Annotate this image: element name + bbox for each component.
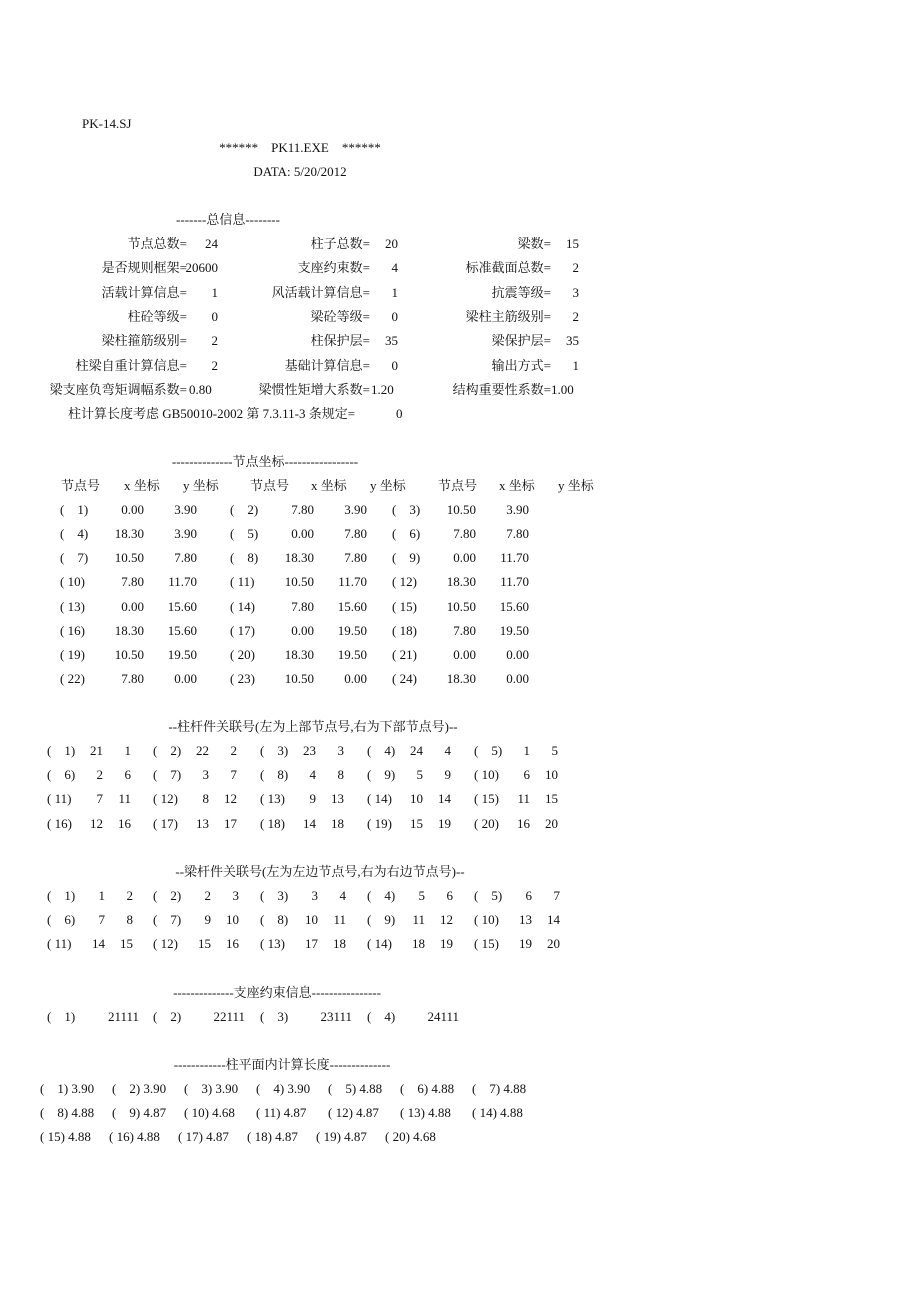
general-info-value: 2: [211, 333, 218, 348]
node-id: ( 20): [230, 647, 255, 662]
node-id: ( 9): [392, 550, 421, 565]
calc-length-entry: ( 5) 4.88: [328, 1081, 383, 1096]
node-id: ( 13): [60, 599, 85, 614]
support-id: ( 2): [153, 1009, 182, 1024]
column-top-node: 6: [523, 767, 530, 782]
node-id: ( 2): [230, 502, 259, 517]
beam-left-node: 14: [92, 936, 105, 951]
general-info-value: 1.20: [371, 382, 394, 397]
column-bottom-node: 11: [118, 791, 131, 806]
node-x: 0.00: [291, 526, 314, 541]
column-member-id: ( 19): [367, 816, 392, 831]
column-bottom-node: 14: [438, 791, 451, 806]
node-y: 0.00: [174, 671, 197, 686]
node-x: 10.50: [114, 550, 144, 565]
section-heading-general: -------总信息--------: [176, 212, 280, 227]
section-heading-calc-length: ------------柱平面内计算长度--------------: [173, 1057, 391, 1072]
calc-length-entry: ( 4) 3.90: [256, 1081, 311, 1096]
general-info-value: 2: [572, 309, 579, 324]
node-y: 11.70: [338, 574, 367, 589]
column-member-id: ( 9): [367, 767, 396, 782]
beam-member-id: ( 2): [153, 888, 182, 903]
node-x: 10.50: [446, 599, 476, 614]
general-info-value: 1: [391, 285, 398, 300]
node-id: ( 7): [60, 550, 89, 565]
column-top-node: 7: [96, 791, 103, 806]
node-id: ( 22): [60, 671, 85, 686]
beam-right-node: 14: [547, 912, 560, 927]
beam-right-node: 3: [232, 888, 239, 903]
calc-length-entry: ( 3) 3.90: [184, 1081, 239, 1096]
column-bottom-node: 5: [551, 743, 558, 758]
beam-left-node: 6: [525, 888, 532, 903]
column-member-id: ( 15): [474, 791, 499, 806]
node-id: ( 21): [392, 647, 417, 662]
general-info-value: 2: [211, 358, 218, 373]
column-member-id: ( 8): [260, 767, 289, 782]
node-id: ( 18): [392, 623, 417, 638]
node-y: 0.00: [344, 671, 367, 686]
column-bottom-node: 20: [545, 816, 558, 831]
general-info-value: 0.80: [189, 382, 212, 397]
column-bottom-node: 16: [118, 816, 131, 831]
beam-right-node: 18: [333, 936, 346, 951]
beam-right-node: 4: [339, 888, 346, 903]
node-y: 15.60: [167, 599, 197, 614]
node-x: 10.50: [284, 671, 314, 686]
beam-member-id: ( 10): [474, 912, 499, 927]
node-y: 11.70: [500, 550, 529, 565]
general-info-value: 1.00: [551, 382, 574, 397]
calc-length-entry: ( 16) 4.88: [109, 1129, 160, 1144]
calc-length-entry: ( 2) 3.90: [112, 1081, 167, 1096]
node-x: 7.80: [291, 599, 314, 614]
node-y: 15.60: [167, 623, 197, 638]
column-bottom-node: 8: [337, 767, 344, 782]
column-bottom-node: 3: [337, 743, 344, 758]
node-column-header: y 坐标: [183, 478, 219, 493]
column-bottom-node: 17: [224, 816, 237, 831]
beam-right-node: 12: [440, 912, 453, 927]
node-x: 0.00: [121, 502, 144, 517]
general-info-label: 柱保护层=: [310, 333, 370, 348]
node-y: 15.60: [337, 599, 367, 614]
node-x: 10.50: [284, 574, 314, 589]
node-x: 7.80: [291, 502, 314, 517]
support-id: ( 3): [260, 1009, 289, 1024]
beam-left-node: 13: [519, 912, 532, 927]
node-y: 0.00: [506, 671, 529, 686]
calc-length-entry: ( 14) 4.88: [472, 1105, 523, 1120]
node-x: 10.50: [446, 502, 476, 517]
node-x: 7.80: [453, 526, 476, 541]
general-info-value: 0: [391, 358, 398, 373]
beam-right-node: 6: [446, 888, 453, 903]
calc-length-entry: ( 13) 4.88: [400, 1105, 451, 1120]
general-info-label: 活载计算信息=: [101, 285, 187, 300]
column-bottom-node: 9: [444, 767, 451, 782]
beam-left-node: 11: [412, 912, 425, 927]
column-member-id: ( 4): [367, 743, 396, 758]
node-column-header: x 坐标: [311, 478, 347, 493]
node-id: ( 1): [60, 502, 89, 517]
column-top-node: 9: [309, 791, 316, 806]
column-member-id: ( 10): [474, 767, 499, 782]
general-info-label: 基础计算信息=: [284, 358, 370, 373]
column-bottom-node: 13: [331, 791, 344, 806]
calc-length-entry: ( 20) 4.68: [385, 1129, 436, 1144]
support-id: ( 4): [367, 1009, 396, 1024]
support-code: 24111: [427, 1009, 459, 1024]
general-info-label: 抗震等级=: [491, 285, 551, 300]
beam-member-id: ( 6): [47, 912, 76, 927]
node-x: 18.30: [284, 550, 314, 565]
general-info-label: 柱梁自重计算信息=: [75, 358, 187, 373]
beam-right-node: 16: [226, 936, 239, 951]
beam-left-node: 1: [98, 888, 105, 903]
beam-left-node: 17: [305, 936, 318, 951]
column-member-id: ( 7): [153, 767, 182, 782]
node-id: ( 16): [60, 623, 85, 638]
node-y: 7.80: [506, 526, 529, 541]
column-member-id: ( 20): [474, 816, 499, 831]
node-id: ( 10): [60, 574, 85, 589]
column-top-node: 4: [309, 767, 316, 782]
node-id: ( 17): [230, 623, 255, 638]
beam-member-id: ( 8): [260, 912, 289, 927]
node-y: 15.60: [499, 599, 529, 614]
support-code: 21111: [107, 1009, 139, 1024]
general-info-label: 梁柱主筋级别=: [465, 309, 551, 324]
node-id: ( 5): [230, 526, 259, 541]
node-x: 18.30: [284, 647, 314, 662]
node-y: 3.90: [174, 526, 197, 541]
general-info-label: 结构重要性系数=: [452, 382, 551, 397]
general-info-label: 是否规则框架=: [101, 260, 187, 275]
column-top-node: 2: [96, 767, 103, 782]
general-info-value: 2: [572, 260, 579, 275]
column-bottom-node: 15: [545, 791, 558, 806]
general-info-value: 35: [566, 333, 579, 348]
general-info-value: 1: [211, 285, 218, 300]
node-y: 11.70: [168, 574, 197, 589]
node-x: 7.80: [453, 623, 476, 638]
node-id: ( 23): [230, 671, 255, 686]
column-member-id: ( 5): [474, 743, 503, 758]
beam-right-node: 15: [120, 936, 133, 951]
general-info-label: 梁数=: [517, 236, 551, 251]
node-x: 0.00: [453, 550, 476, 565]
beam-right-node: 2: [126, 888, 133, 903]
node-column-header: 节点号: [438, 478, 478, 493]
beam-left-node: 3: [311, 888, 318, 903]
column-member-id: ( 11): [47, 791, 72, 806]
node-x: 18.30: [114, 526, 144, 541]
general-info-label: 柱砼等级=: [127, 309, 187, 324]
beam-right-node: 19: [440, 936, 453, 951]
beam-left-node: 19: [519, 936, 532, 951]
column-member-id: ( 18): [260, 816, 285, 831]
column-top-node: 14: [303, 816, 316, 831]
general-info-label: 输出方式=: [491, 358, 551, 373]
column-member-id: ( 3): [260, 743, 289, 758]
general-info-label: 标准截面总数=: [465, 260, 551, 275]
section-heading-beams: --梁杆件关联号(左为左边节点号,右为右边节点号)--: [175, 864, 465, 879]
node-id: ( 15): [392, 599, 417, 614]
column-top-node: 22: [196, 743, 209, 758]
beam-member-id: ( 11): [47, 936, 72, 951]
calc-length-entry: ( 11) 4.87: [256, 1105, 307, 1120]
beam-member-id: ( 13): [260, 936, 285, 951]
general-info-value: 15: [566, 236, 579, 251]
node-y: 11.70: [500, 574, 529, 589]
section-heading-nodes: --------------节点坐标-----------------: [171, 454, 359, 469]
node-y: 19.50: [167, 647, 197, 662]
node-y: 7.80: [174, 550, 197, 565]
node-x: 0.00: [453, 647, 476, 662]
column-top-node: 16: [517, 816, 530, 831]
column-bottom-node: 12: [224, 791, 237, 806]
file-name: PK-14.SJ: [82, 116, 132, 131]
calc-length-entry: ( 18) 4.87: [247, 1129, 298, 1144]
node-column-header: y 坐标: [558, 478, 594, 493]
beam-right-node: 7: [553, 888, 560, 903]
support-code: 23111: [320, 1009, 352, 1024]
general-info-label: 梁支座负弯矩调幅系数=: [49, 382, 187, 397]
column-member-id: ( 16): [47, 816, 72, 831]
column-member-id: ( 13): [260, 791, 285, 806]
beam-member-id: ( 4): [367, 888, 396, 903]
beam-member-id: ( 14): [367, 936, 392, 951]
beam-left-node: 18: [412, 936, 425, 951]
column-top-node: 12: [90, 816, 103, 831]
node-x: 18.30: [114, 623, 144, 638]
column-member-id: ( 6): [47, 767, 76, 782]
node-x: 0.00: [291, 623, 314, 638]
node-id: ( 3): [392, 502, 421, 517]
node-x: 18.30: [446, 671, 476, 686]
node-id: ( 19): [60, 647, 85, 662]
column-top-node: 10: [410, 791, 423, 806]
length-rule-value: 0: [396, 406, 403, 421]
column-bottom-node: 18: [331, 816, 344, 831]
column-bottom-node: 1: [124, 743, 131, 758]
general-info-label: 梁砼等级=: [310, 309, 370, 324]
column-top-node: 21: [90, 743, 103, 758]
section-heading-supports: --------------支座约束信息----------------: [173, 985, 381, 1000]
column-top-node: 11: [517, 791, 530, 806]
node-column-header: y 坐标: [370, 478, 406, 493]
program-title: ****** PK11.EXE ******: [219, 140, 381, 155]
calc-length-entry: ( 15) 4.88: [40, 1129, 91, 1144]
column-member-id: ( 2): [153, 743, 182, 758]
column-bottom-node: 19: [438, 816, 451, 831]
beam-member-id: ( 1): [47, 888, 76, 903]
run-date: DATA: 5/20/2012: [253, 164, 347, 179]
column-bottom-node: 6: [124, 767, 131, 782]
node-x: 7.80: [121, 574, 144, 589]
beam-left-node: 15: [198, 936, 211, 951]
beam-left-node: 5: [418, 888, 425, 903]
general-info-label: 梁柱箍筋级别=: [101, 333, 187, 348]
calc-length-entry: ( 12) 4.87: [328, 1105, 379, 1120]
node-y: 7.80: [344, 526, 367, 541]
column-member-id: ( 17): [153, 816, 178, 831]
column-bottom-node: 10: [545, 767, 558, 782]
column-top-node: 13: [196, 816, 209, 831]
beam-member-id: ( 15): [474, 936, 499, 951]
node-column-header: 节点号: [61, 478, 101, 493]
calc-length-entry: ( 6) 4.88: [400, 1081, 455, 1096]
node-x: 0.00: [121, 599, 144, 614]
support-code: 22111: [213, 1009, 245, 1024]
general-info-value: 4: [391, 260, 398, 275]
calc-length-entry: ( 1) 3.90: [40, 1081, 95, 1096]
column-bottom-node: 4: [444, 743, 451, 758]
node-y: 0.00: [506, 647, 529, 662]
beam-right-node: 20: [547, 936, 560, 951]
beam-left-node: 9: [204, 912, 211, 927]
general-info-label: 节点总数=: [127, 236, 187, 251]
node-y: 7.80: [344, 550, 367, 565]
column-member-id: ( 12): [153, 791, 178, 806]
general-info-label: 支座约束数=: [297, 260, 370, 275]
section-heading-columns: --柱杆件关联号(左为上部节点号,右为下部节点号)--: [168, 719, 458, 734]
column-top-node: 5: [416, 767, 423, 782]
column-top-node: 24: [410, 743, 423, 758]
node-y: 19.50: [337, 623, 367, 638]
beam-right-node: 11: [333, 912, 346, 927]
general-info-label: 梁惯性矩增大系数=: [258, 382, 370, 397]
beam-right-node: 10: [226, 912, 239, 927]
general-info-value: 0: [211, 309, 218, 324]
support-id: ( 1): [47, 1009, 76, 1024]
general-info-value: 0: [391, 309, 398, 324]
beam-right-node: 8: [126, 912, 133, 927]
column-top-node: 8: [202, 791, 209, 806]
beam-member-id: ( 12): [153, 936, 178, 951]
column-top-node: 23: [303, 743, 316, 758]
node-id: ( 11): [230, 574, 255, 589]
column-top-node: 1: [523, 743, 530, 758]
calc-length-entry: ( 19) 4.87: [316, 1129, 367, 1144]
node-column-header: x 坐标: [124, 478, 160, 493]
calc-length-entry: ( 9) 4.87: [112, 1105, 167, 1120]
beam-left-node: 2: [204, 888, 211, 903]
calc-length-entry: ( 7) 4.88: [472, 1081, 527, 1096]
general-info-label: 风活载计算信息=: [271, 285, 370, 300]
node-x: 7.80: [121, 671, 144, 686]
column-top-node: 15: [410, 816, 423, 831]
node-id: ( 8): [230, 550, 259, 565]
node-y: 3.90: [344, 502, 367, 517]
calc-length-entry: ( 17) 4.87: [178, 1129, 229, 1144]
node-x: 10.50: [114, 647, 144, 662]
column-member-id: ( 1): [47, 743, 76, 758]
column-bottom-node: 2: [230, 743, 237, 758]
beam-member-id: ( 3): [260, 888, 289, 903]
general-info-value: 1: [572, 358, 579, 373]
node-x: 18.30: [446, 574, 476, 589]
calc-length-entry: ( 10) 4.68: [184, 1105, 235, 1120]
node-id: ( 24): [392, 671, 417, 686]
node-id: ( 4): [60, 526, 89, 541]
general-info-label: 梁保护层=: [491, 333, 551, 348]
general-info-value: 35: [385, 333, 398, 348]
column-top-node: 3: [202, 767, 209, 782]
node-column-header: 节点号: [250, 478, 290, 493]
length-rule-label: 柱计算长度考虑 GB50010-2002 第 7.3.11-3 条规定=: [68, 406, 356, 421]
general-info-value: 20600: [185, 260, 218, 275]
node-id: ( 14): [230, 599, 255, 614]
node-id: ( 6): [392, 526, 421, 541]
node-column-header: x 坐标: [499, 478, 535, 493]
node-id: ( 12): [392, 574, 417, 589]
column-member-id: ( 14): [367, 791, 392, 806]
column-bottom-node: 7: [230, 767, 237, 782]
node-y: 3.90: [174, 502, 197, 517]
node-y: 19.50: [499, 623, 529, 638]
general-info-value: 3: [572, 285, 579, 300]
beam-member-id: ( 5): [474, 888, 503, 903]
node-y: 19.50: [337, 647, 367, 662]
general-info-value: 20: [385, 236, 398, 251]
calc-length-entry: ( 8) 4.88: [40, 1105, 95, 1120]
node-y: 3.90: [506, 502, 529, 517]
beam-left-node: 10: [305, 912, 318, 927]
general-info-value: 24: [205, 236, 218, 251]
beam-member-id: ( 9): [367, 912, 396, 927]
beam-left-node: 7: [98, 912, 105, 927]
beam-member-id: ( 7): [153, 912, 182, 927]
general-info-label: 柱子总数=: [310, 236, 370, 251]
